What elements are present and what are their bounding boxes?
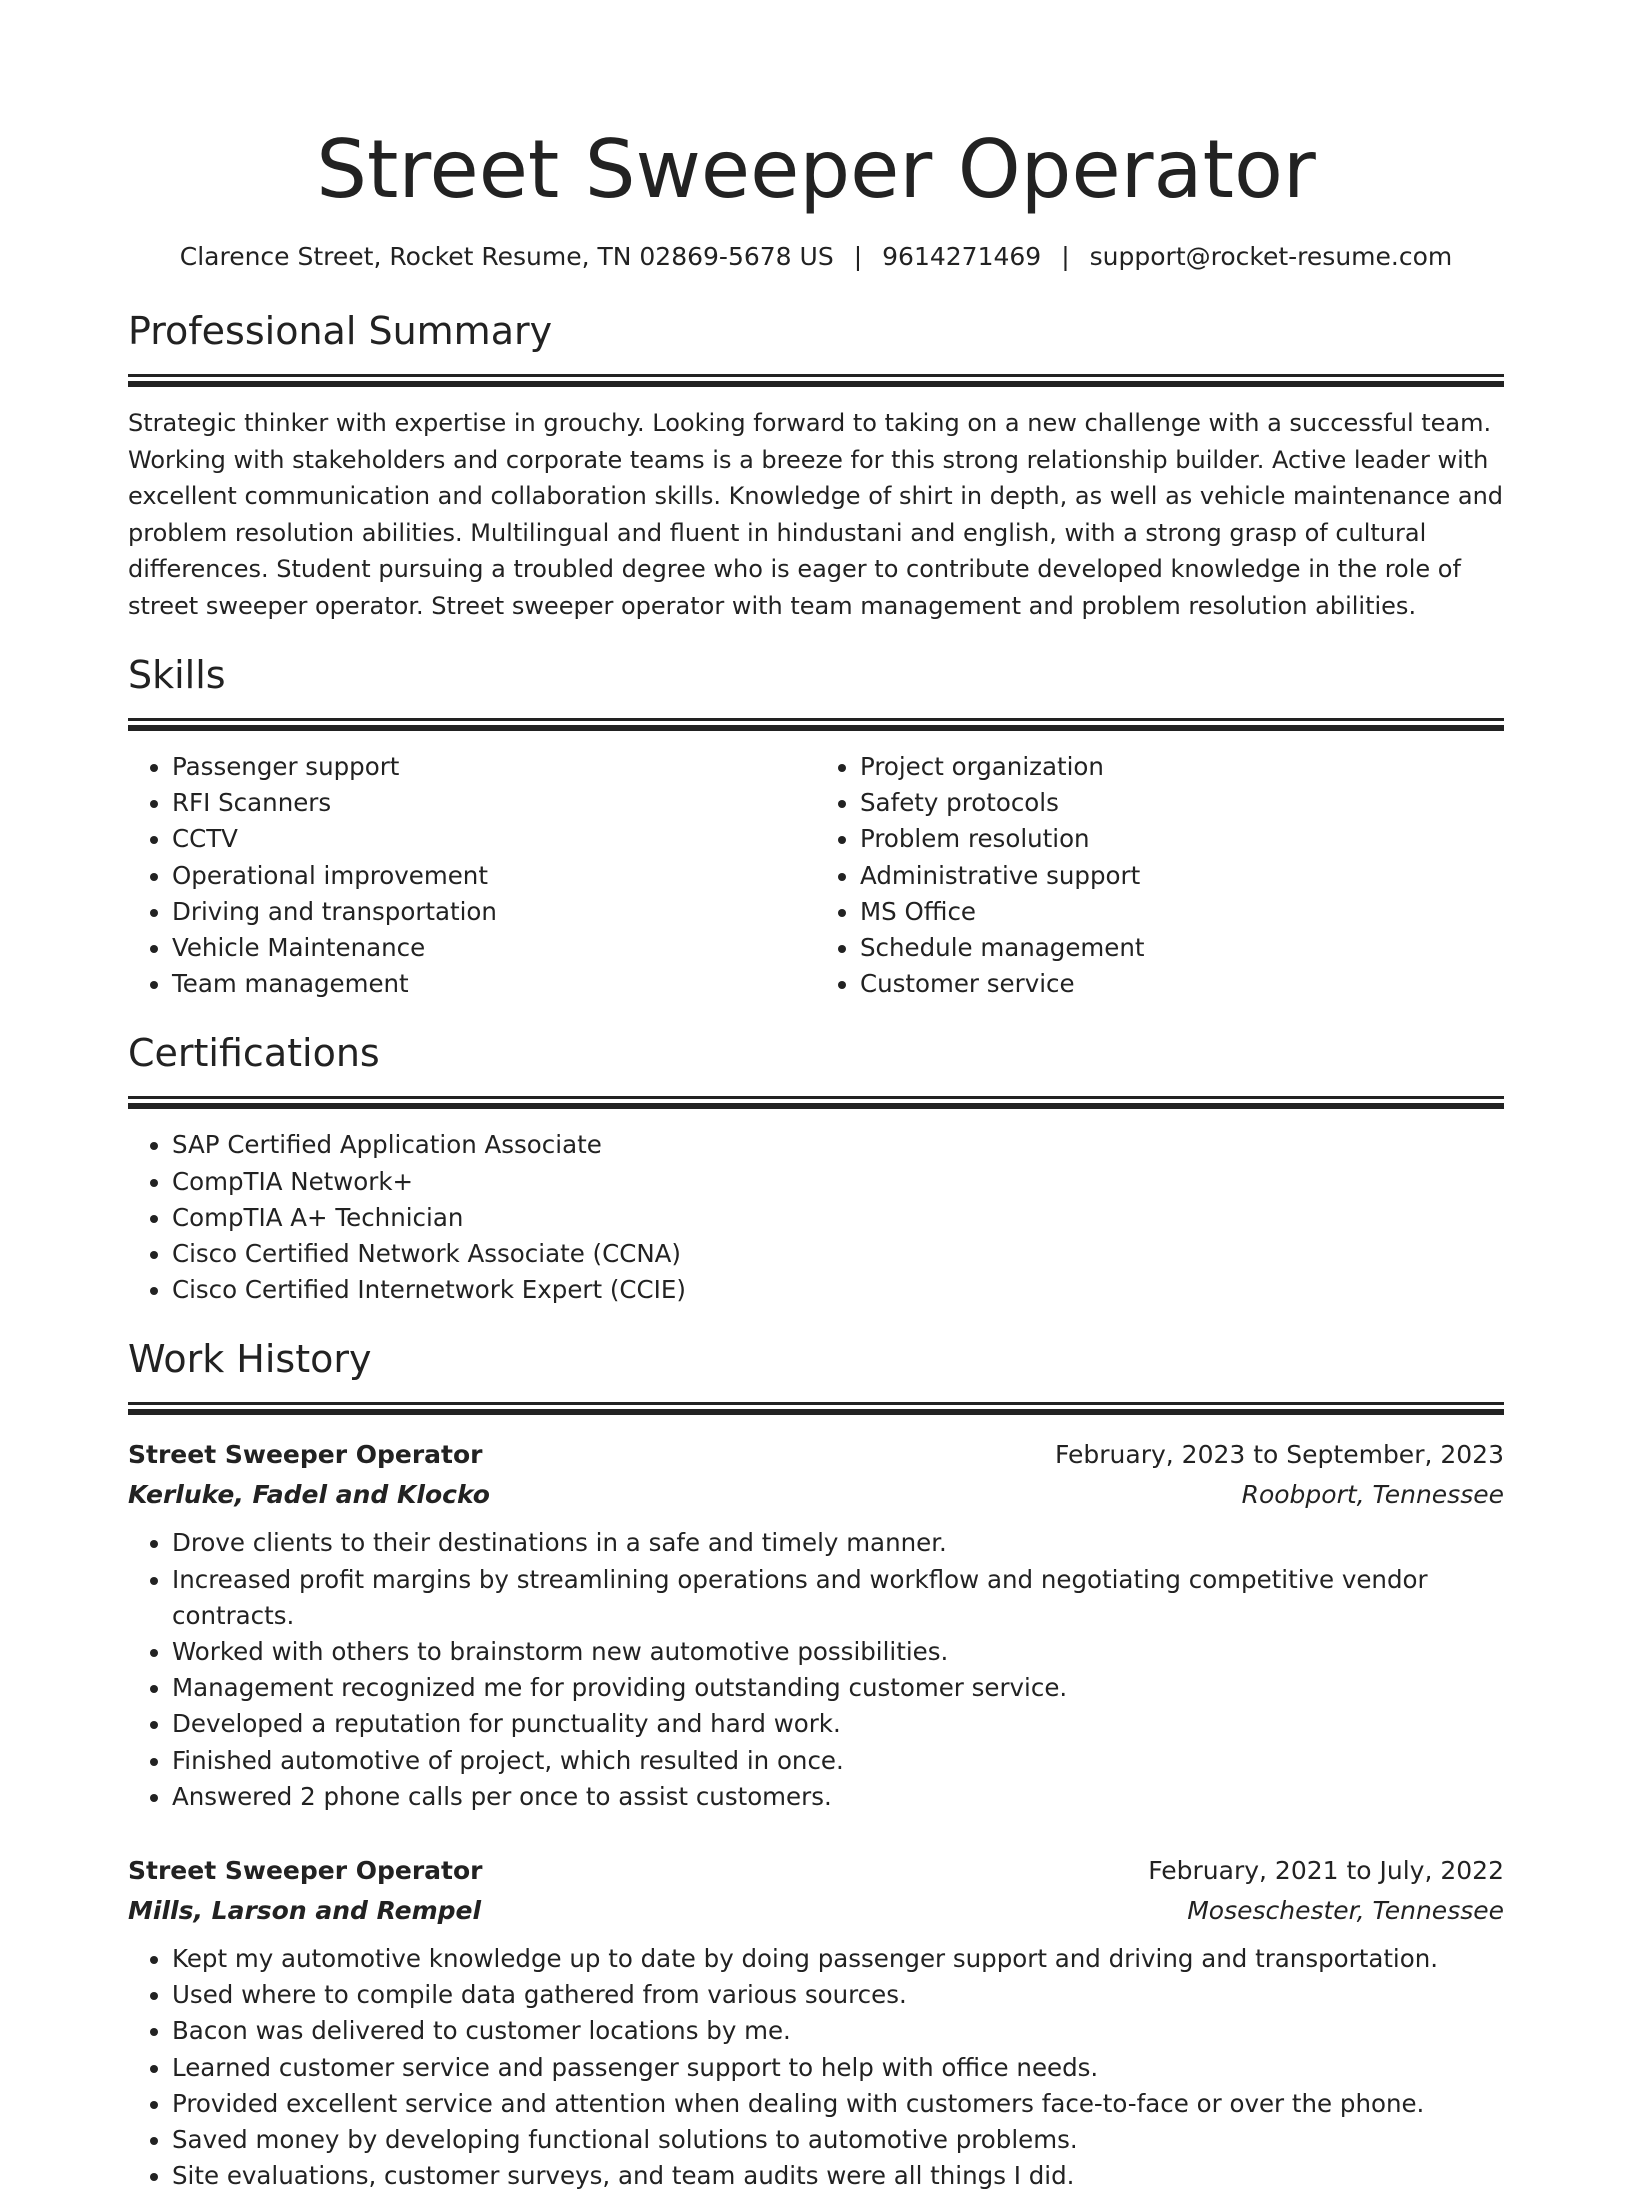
job-company: Kerluke, Fadel and Klocko — [128, 1480, 490, 1510]
job-title: Street Sweeper Operator — [128, 1440, 483, 1470]
job-location: Roobport, Tennessee — [1241, 1480, 1504, 1510]
job-duty: • Finished automotive of project, which resulted in once. — [172, 1743, 1504, 1779]
skills-list-right — [816, 749, 1504, 1002]
certification-item: • CompTIA Network+ — [172, 1164, 1504, 1200]
section-divider — [128, 374, 1504, 377]
job-duty: • Provided excellent service and attention when dealing with customers face-to-face or over the phone. — [172, 2086, 1504, 2122]
job-company: Mills, Larson and Rempel — [128, 1896, 482, 1926]
summary-text: Strategic thinker with expertise in grouchy. Looking forward to taking on a new challenge with a successful team. Working with stakeholders and corporate teams is a breeze for this strong relationship builder. Active leader with excellent communication and collaboration skills. Knowledge of shirt in depth, as well as vehicle maintenance and problem resolution abilities. Multilingual and fluent in hindustani and english, with a strong grasp of cultural differences. Student pursuing a troubled degree who is eager to contribute developed knowledge in the role of street sweeper operator. Street sweeper operator with team management and problem resolution abilities. — [128, 409, 1504, 620]
section-divider — [128, 1096, 1504, 1099]
section-divider — [128, 1402, 1504, 1405]
job-duty: • Management recognized me for providing outstanding customer service. — [172, 1670, 1504, 1706]
job-duties-list — [128, 1525, 1504, 1815]
job-duty: • Used where to compile data gathered from various sources. — [172, 1977, 1504, 2013]
skill-item: • Safety protocols — [860, 785, 1504, 821]
contact-separator: | — [1061, 242, 1070, 271]
contact-line — [128, 240, 1504, 274]
skills-heading: Skills — [128, 653, 226, 697]
section-divider — [128, 718, 1504, 721]
contact-separator: | — [853, 242, 863, 271]
section-divider-thick — [128, 381, 1504, 387]
skill-item: • Driving and transportation — [172, 894, 816, 930]
contact-address: Clarence Street, Rocket Resume, TN 02869-5678 US — [179, 242, 834, 271]
summary-section — [128, 306, 1504, 624]
job-duty: • Drove clients to their destinations in a safe and timely manner. — [172, 1525, 1504, 1561]
resume-page — [128, 0, 1504, 2194]
job-duty: • Site evaluations, customer surveys, and team audits were all things I did. — [172, 2158, 1504, 2194]
job-duty: • Saved money by developing functional solutions to automotive problems. — [172, 2122, 1504, 2158]
job-title: Street Sweeper Operator — [128, 1856, 483, 1886]
section-divider-thick — [128, 1409, 1504, 1415]
summary-heading: Professional Summary — [128, 309, 553, 353]
job-dates: February, 2021 to July, 2022 — [1148, 1856, 1504, 1886]
job-header-row — [128, 1435, 1504, 1475]
job-duty: • Learned customer service and passenger support to help with office needs. — [172, 2050, 1504, 2086]
job-duties-list — [128, 1941, 1504, 2194]
skill-item: • Operational improvement — [172, 858, 816, 894]
job-entry — [128, 1435, 1504, 1815]
contact-email: support@rocket-resume.com — [1089, 242, 1453, 271]
job-duty: • Worked with others to brainstorm new automotive possibilities. — [172, 1634, 1504, 1670]
skill-item: • Schedule management — [860, 930, 1504, 966]
section-divider-thick — [128, 725, 1504, 731]
certifications-section — [128, 1028, 1504, 1308]
skill-item: • RFI Scanners — [172, 785, 816, 821]
job-entry — [128, 1851, 1504, 2194]
certification-item: • Cisco Certified Internetwork Expert (CCIE) — [172, 1272, 1504, 1308]
job-duty: • Kept my automotive knowledge up to date by doing passenger support and driving and transportation. — [172, 1941, 1504, 1977]
certifications-heading: Certifications — [128, 1031, 380, 1076]
job-duty: • Increased profit margins by streamlining operations and workflow and negotiating competitive vendor contracts. — [172, 1562, 1504, 1634]
skill-item: • Problem resolution — [860, 821, 1504, 857]
contact-phone: 9614271469 — [882, 242, 1042, 271]
certification-item: • CompTIA A+ Technician — [172, 1200, 1504, 1236]
job-dates: February, 2023 to September, 2023 — [1055, 1440, 1504, 1470]
job-company-row — [128, 1475, 1504, 1515]
skills-grid — [128, 749, 1504, 1002]
section-divider-thick — [128, 1103, 1504, 1109]
skill-item: • Customer service — [860, 966, 1504, 1002]
certification-item: • Cisco Certified Network Associate (CCNA) — [172, 1236, 1504, 1272]
certifications-list — [128, 1127, 1504, 1308]
job-company-row — [128, 1891, 1504, 1931]
job-duty: • Answered 2 phone calls per once to assist customers. — [172, 1779, 1504, 1815]
job-duty: • Developed a reputation for punctuality and hard work. — [172, 1706, 1504, 1742]
work-history-heading: Work History — [128, 1337, 372, 1382]
skill-item: • Administrative support — [860, 858, 1504, 894]
work-history-section — [128, 1334, 1504, 2194]
job-location: Moseschester, Tennessee — [1187, 1896, 1504, 1926]
job-header-row — [128, 1851, 1504, 1891]
skill-item: • CCTV — [172, 821, 816, 857]
resume-title: Street Sweeper Operator — [316, 123, 1316, 216]
skills-section — [128, 650, 1504, 1002]
skill-item: • Vehicle Maintenance — [172, 930, 816, 966]
certification-item: • SAP Certified Application Associate — [172, 1127, 1504, 1163]
skills-list-left — [128, 749, 816, 1002]
skill-item: • Team management — [172, 966, 816, 1002]
skill-item: • MS Office — [860, 894, 1504, 930]
skill-item: • Project organization — [860, 749, 1504, 785]
job-duty: • Bacon was delivered to customer locations by me. — [172, 2013, 1504, 2049]
skill-item: • Passenger support — [172, 749, 816, 785]
